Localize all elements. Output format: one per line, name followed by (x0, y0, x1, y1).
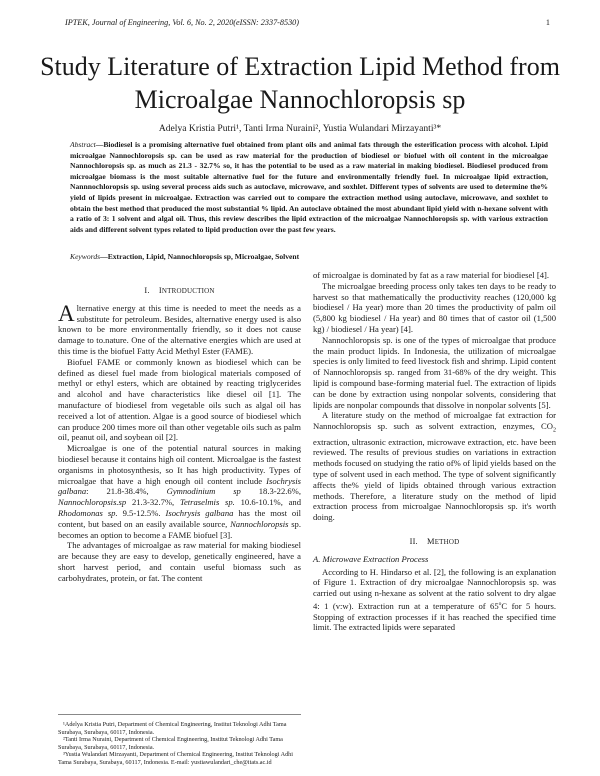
intro-paragraph-1 (58, 300, 301, 357)
section-title-rest: NTRODUCTION (161, 287, 215, 295)
p3-text-a: Microalgae is one of the potential natural sources in making biodiesel because it contains high oil content. Microalgae is the fastest organisms in photosynthesis, so It has high productivity. Types of microalgae that have a high enough oil content include (58, 443, 301, 486)
subsection-heading-microwave: A. Microwave Extraction Process (313, 553, 429, 564)
author-footnotes (58, 714, 301, 767)
page-number: 1 (545, 18, 550, 27)
section-heading-introduction (58, 286, 301, 297)
abstract (70, 140, 548, 235)
footnote-1: ¹Adelya Kristia Putri, Department of Chemical Engineering, Institut Teknologi Adhi Tama Surabaya, Surabaya, 60117, Indonesia. (58, 721, 287, 736)
p3-text-f: 9.5-12.5%. (117, 507, 166, 518)
p4-text-b: extraction, ultrasonic extraction, microwave extraction, etc. have been reviewed. The results of previous studies on variations in extraction methods focused on studying the ratio of% of lipid yields based on the type of solvent used in each method. The type of solvent significantly affects the% yield of lipids obtained through various extraction methods. Therefore, a literature study on the method of lipid extraction process from microalgae Nannochloropsis sp. it's worth doing. (313, 436, 556, 523)
co2-subscript: 2 (553, 427, 556, 434)
right-paragraph-4 (313, 410, 556, 523)
section-heading-method (313, 537, 556, 548)
p3-text-d: 21.3-32.7%, (126, 497, 180, 508)
section-title-initial: M (427, 537, 435, 547)
degree-superscript: o (498, 601, 502, 608)
species-isochrysis: Isochrysis galbana (58, 475, 301, 497)
intro-p1-text: lternative energy at this time is needed to meet the needs as a substitute for petroleum. Besides, alternative energy used is also known to be more environmentally friendly, so it does not cause damage to to.nature. One of the alternative energies which are used at this time is the biofuel Fatty Acid Methyl Ester (FAME). (58, 302, 301, 356)
p3-text-g: has the most oil content, but based on an easily available source, (58, 507, 301, 529)
keywords (70, 252, 548, 261)
species-gymnodinium: Gymnodinium sp (166, 486, 241, 497)
journal-citation: IPTEK, Journal of Engineering, Vol. 6, No. 2, 2020(eISSN: 2337-8530) (65, 18, 300, 27)
right-column (313, 270, 556, 633)
species-tetraselmis: Tetraselmis sp. (179, 497, 235, 508)
left-column (58, 270, 301, 584)
right-paragraph-3: Nannochloropsis sp. is one of the types of microalgae that produce the main product lipids. In Indonesia, the utilization of microalgae species is only limited to feed livestock fish and shrimp. Lipid content of Nannochloropsis sp. ranged from 31-68% of the dry weight. This lipid is compound base-forming material fuel. The extraction of lipids can be done by extraction using nonpolar solvents, considering that lipids are nonpolar compounds that dissolve in nonpolar solvents [5]. (313, 334, 556, 410)
paper-title (40, 50, 560, 116)
p3-text-c: 18.3-22.6%, (240, 486, 301, 497)
section-numeral: II. (409, 537, 418, 547)
species-isochrysis-2: Isochrysis galbana (165, 507, 234, 518)
drop-cap: A (58, 300, 75, 326)
species-rhodomonas: Rhodomonas sp. (58, 507, 118, 518)
intro-paragraph-4: The advantages of microalgae as raw material for making biodiesel are because they are easy to develop, genetically engineered, have a short harvest period, and contain useful biomass such as carbohydrates, protein, or fat. The content (58, 540, 301, 583)
method-text-b: C for 5 hours. Stopping of extraction processes if it has reached the specified time limit. The extracted lipids were separated (313, 600, 556, 633)
footnote-2: ²Tanti Irma Nuraini, Department of Chemical Engineering, Institut Teknologi Adhi Tama Surabaya, Surabaya, 60117, Indonesia. (58, 736, 283, 751)
abstract-label: Abstract (70, 140, 96, 149)
method-text-a: According to H. Hindarso et al. [2], the following is an explanation of Figure 1. Extraction of dry microalgae Nannochloropsis sp. was carried out using n-hexane as solvent at the ratio solvent to dry algae 4: 1 (v:w). Extraction run at a temperature of 65 (313, 566, 556, 611)
keywords-text: —Extraction, Lipid, Nannochloropsis sp, Microalgae, Solvent (100, 252, 300, 261)
right-paragraph-2: The microalgae breeding process only takes ten days to be ready to harvest so that mathematically the productivity reaches (120,000 kg biodiesel / Ha year) more than 20 times the productivity of palm oil (5,800 kg biodiesel / Ha year) and 80 times that of castor oil (1,500 kg) / biodiesel / Ha year) [4]. (313, 280, 556, 334)
author-list: Adelya Kristia Putri¹, Tanti Irma Nuraini², Yustia Wulandari Mirzayanti³* (158, 123, 442, 134)
abstract-text: —Biodiesel is a promising alternative fuel obtained from plant oils and animal fats through the esterification process with alcohol. Lipid microalgae Nannochloropsis sp. can be used as raw material for the production of biodiesel or biofuel with oil content in the microalgae Nannochloropsis sp. as much as 21.3 - 32.7% so, it has the potential to be used as a raw material in making biodiesel. Biodiesel produced from microalgae biomass is the most suitable alternative fuel for the future and environmentally friendly fuel. In microalgae lipid extraction, Nannnochloropsis sp. using several process aids such as autoclave, microwave, and soxhlet. Different types of solvents are used to determine the% yield of lipids present in microalgae. Extraction was carried out to compare the extraction method using autoclave, microwave, and soxhlet to obtain the best method that produced the most substantial % lipid. An autoclave obtained the most abundant lipid yield with n-hexane solvent with a ratio of 3: 1 solvent and algal oil. Thus, this review describes the lipid extraction of the microalgae Nannochloropsis sp. with various extraction aids and different solvent types related to lipid production over the past few years. (70, 140, 548, 234)
running-header (65, 18, 550, 30)
intro-paragraph-3 (58, 443, 301, 540)
intro-paragraph-2: Biofuel FAME or commonly known as biodiesel which can be defined as diesel fuel made from biological materials composed of methyl or ethyl esters, which are obtained by reacting triglycerides and alcohol and have characteristics like diesel oil [1]. The manufacture of biodiesel from vegetable oils such as algal oil has received a lot of attention. Algae is a good source of biodiesel which can produce 200 times more oil than other vegetable oils such as palm oil, peanut oil, and soybean oil [2]. (58, 356, 301, 443)
keywords-label: Keywords (70, 252, 101, 261)
p4-text-a: A literature study on the method of microalgae fat extraction for Nannochloropsis sp. such as solvent extraction, enzymes, CO (313, 410, 556, 432)
right-paragraph-1: of microalgae is dominated by fat as a raw material for biodiesel [4]. (313, 270, 550, 280)
p3-text-e: 10.6-10.1%, and (234, 497, 302, 508)
p3-text-b: : 21.8-38.4%, (86, 486, 167, 497)
section-title-rest: ETHOD (434, 538, 460, 547)
section-title-initial: I (158, 286, 162, 295)
section-numeral: I. (144, 286, 150, 295)
title-line-2: Microalgae Nannochloropsis sp (134, 85, 466, 114)
p3-text-h: sp. becomes an option to become a FAME biofuel [3]. (58, 518, 301, 540)
species-nannochloropsis-2: Nannochloropsis (230, 518, 289, 529)
method-paragraph-1 (313, 567, 556, 634)
species-nannochloropsis: Nannochloropsis.sp (58, 497, 127, 508)
footnote-3: ³Yustia Wulandari Mirzayanti, Department of Chemical Engineering, Institut Teknologi Adhi Tama Surabaya, Surabaya, 60117, Indonesia. E-mail: yustiawulandari_che@itats.ac.id (58, 751, 294, 766)
title-line-1: Study Literature of Extraction Lipid Method from (40, 52, 560, 81)
